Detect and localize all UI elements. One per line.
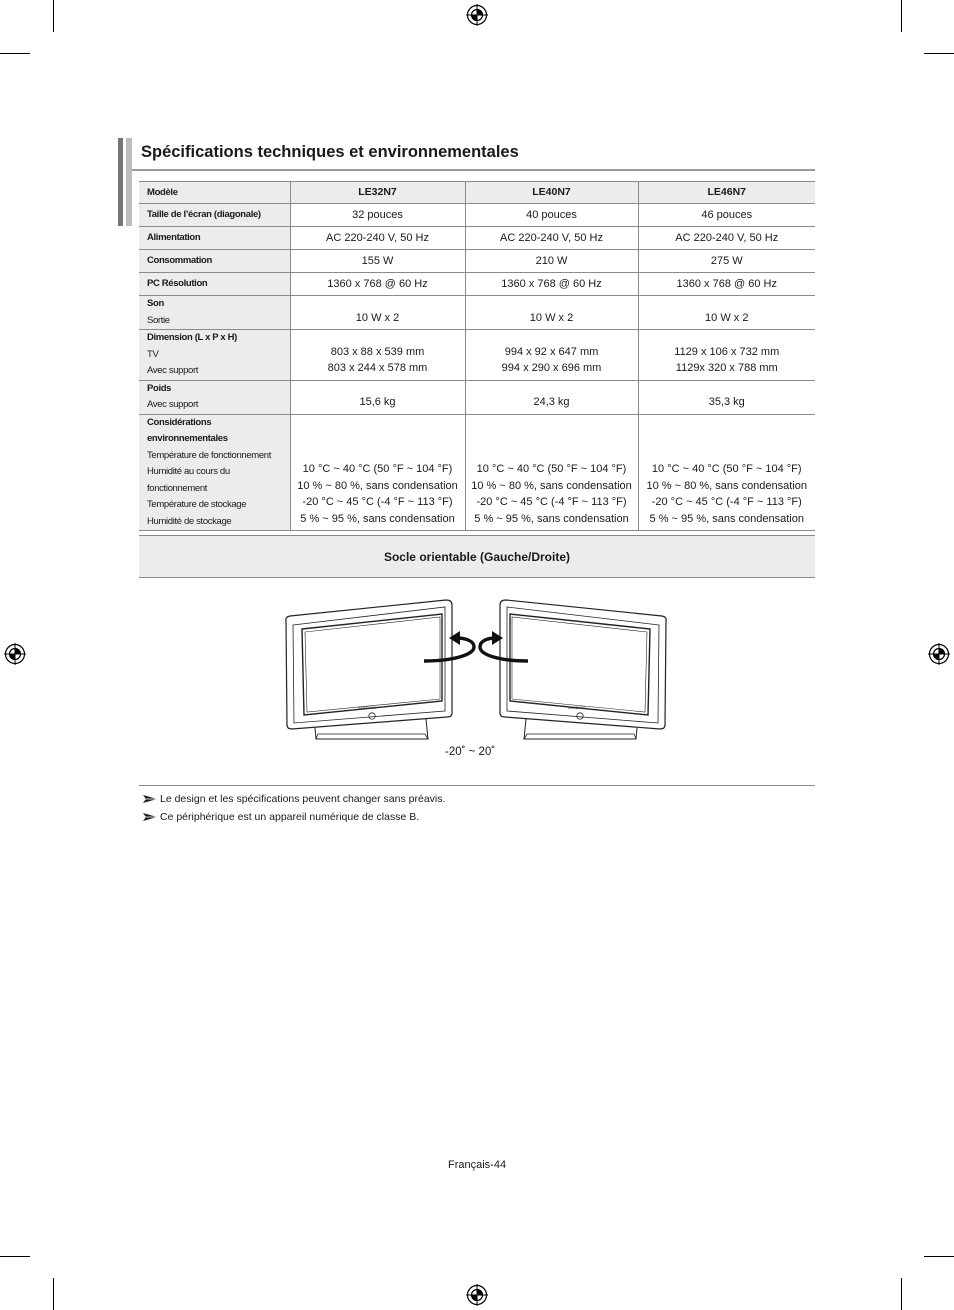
spec-row-label [139,330,290,381]
note-arrow-icon [143,812,158,822]
spec-value-line: 10 % ~ 80 %, sans condensation [471,479,632,492]
spec-row [139,296,815,330]
spec-row [139,250,815,273]
spec-row [139,414,815,531]
notes-divider [139,785,815,786]
spec-value-cell [465,250,638,273]
note-text: Ce périphérique est un appareil numérique de classe B. [160,811,420,823]
spec-label-heading: PC Résolution [147,278,208,289]
spec-value-line: 994 x 92 x 647 mm [504,345,599,358]
crop-mark [924,1256,954,1257]
spec-value-cell [290,250,465,273]
spec-value-cell [290,204,465,227]
spec-header-label-text: Modèle [147,187,178,198]
model-column-header: LE46N7 [638,182,815,204]
spec-row-label [139,380,290,414]
spec-label-subitem: Humidité de stockage [147,515,232,527]
spec-label-subitem: Avec support [147,365,199,376]
spec-value-line: 803 x 88 x 539 mm [330,345,425,358]
spec-value-line: 10 W x 2 [705,311,749,324]
spec-value-cell [638,330,815,381]
spec-value-cell [465,227,638,250]
spec-row [139,380,815,414]
page-number: Français-44 [448,1159,507,1171]
spec-row [139,273,815,296]
spec-label-heading: Son [147,298,164,309]
spec-value-line: 32 pouces [352,208,403,221]
spec-row-label [139,204,290,227]
swivel-illustration [280,595,672,745]
spec-label-subitem: Avec support [147,399,199,410]
spec-value-line: 1129 x 106 x 732 mm [674,345,780,358]
crop-mark [53,0,54,32]
spec-label-heading: Consommation [147,255,212,266]
tv-left-illustration [286,600,452,739]
spec-value-line: 1129x 320 x 788 mm [675,362,778,374]
crop-mark [53,1278,54,1310]
spec-value-line: 10 W x 2 [529,311,574,324]
spec-value-line: 46 pouces [701,208,753,221]
spec-value-line: -20 °C ~ 45 °C (-4 °F ~ 113 °F) [476,496,627,508]
spec-table [139,181,815,531]
spec-value-line: 10 W x 2 [355,311,400,324]
spec-value-line: 1360 x 768 @ 60 Hz [501,277,602,290]
note-item [143,811,419,823]
spec-value-line: AC 220-240 V, 50 Hz [500,231,603,244]
note-text: Le design et les spécifications peuvent changer sans préavis. [160,793,446,805]
crop-mark [901,0,902,32]
spec-value-line: 1360 x 768 @ 60 Hz [327,277,428,290]
spec-value-line: 1360 x 768 @ 60 Hz [676,277,777,290]
spec-value-line: 994 x 290 x 696 mm [501,362,602,374]
note-item [143,793,445,805]
registration-mark-icon [466,1284,488,1306]
spec-value-line: 10 % ~ 80 %, sans condensation [646,479,808,492]
registration-mark-icon [466,4,488,26]
spec-value-cell [465,330,638,381]
spec-label-heading: Dimension (L x P x H) [147,332,237,343]
spec-value-cell [638,296,815,330]
spec-value-cell [638,250,815,273]
tv-left-brand: SAMSUNG [358,706,376,710]
crop-mark [901,1278,902,1310]
spec-row-label [139,296,290,330]
spec-value-cell [638,227,815,250]
swivel-angle-caption: -20˚ ~ 20˚ [445,746,496,758]
spec-value-line: 5 % ~ 95 %, sans condensation [474,512,629,525]
spec-row-label [139,227,290,250]
registration-mark-icon [4,643,26,665]
model-column-header: LE40N7 [465,182,638,204]
spec-row-label [139,273,290,296]
spec-row-label [139,250,290,273]
note-arrow-icon [143,794,158,804]
spec-value-line: 40 pouces [526,208,577,221]
title-accent-bar [118,138,123,226]
title-accent-bar [126,138,132,226]
spec-value-cell [290,296,465,330]
title-divider [132,169,815,171]
spec-label-heading: Poids [147,382,172,394]
swivel-heading: Socle orientable (Gauche/Droite) [139,535,815,578]
spec-value-line: 803 x 244 x 578 mm [327,362,428,374]
spec-value-cell [290,380,465,414]
tv-right-brand: SAMSUNG [568,706,586,710]
crop-mark [0,53,30,54]
spec-value-line: 5 % ~ 95 %, sans condensation [649,512,804,525]
spec-value-cell [638,380,815,414]
spec-value-cell [465,204,638,227]
spec-value-line: AC 220-240 V, 50 Hz [675,231,779,244]
spec-label-heading: Considérations environnementales [147,416,228,444]
spec-header-label [139,182,290,204]
spec-value-line: 15,6 kg [359,396,396,408]
spec-value-cell [638,204,815,227]
registration-mark-icon [928,643,950,665]
spec-value-line: -20 °C ~ 45 °C (-4 °F ~ 113 °F) [302,496,453,508]
spec-value-line: 275 W [710,254,743,267]
page-title: Spécifications techniques et environnementales [141,143,519,161]
spec-label-subitem: Température de fonctionnement [147,449,271,461]
spec-label-heading: Taille de l’écran (diagonale) [147,209,261,220]
spec-label-subitem: Température de stockage [147,499,247,510]
spec-value-line: AC 220-240 V, 50 Hz [326,231,429,244]
spec-value-line: 35,3 kg [708,396,745,408]
spec-value-cell [638,273,815,296]
spec-header-row [139,182,815,204]
tv-right-illustration [500,600,666,739]
spec-value-cell [290,273,465,296]
spec-value-cell [465,296,638,330]
spec-row-label [139,414,290,531]
spec-table-body [139,182,815,531]
spec-row [139,204,815,227]
spec-value-cell [638,414,815,531]
spec-value-line: 24,3 kg [533,396,570,408]
spec-label-heading: Alimentation [147,232,201,243]
spec-value-line: 210 W [535,254,568,267]
spec-value-line: 10 °C ~ 40 °C (50 °F ~ 104 °F) [302,463,453,475]
spec-label-subitem: Sortie [147,314,170,326]
spec-value-cell [465,380,638,414]
spec-value-cell [290,227,465,250]
crop-mark [924,53,954,54]
model-column-header: LE32N7 [290,182,465,204]
spec-value-line: 10 °C ~ 40 °C (50 °F ~ 104 °F) [476,463,627,475]
spec-value-cell [290,414,465,531]
spec-label-subitem: Humidité au cours du fonctionnement [147,466,230,494]
spec-value-cell [290,330,465,381]
spec-value-line: 10 % ~ 80 %, sans condensation [297,479,458,492]
spec-row [139,330,815,381]
spec-value-line: 5 % ~ 95 %, sans condensation [300,512,455,525]
spec-row [139,227,815,250]
crop-mark [0,1256,30,1257]
spec-value-cell [465,414,638,531]
spec-value-line: -20 °C ~ 45 °C (-4 °F ~ 113 °F) [651,496,802,508]
spec-label-subitem: TV [147,348,159,360]
spec-value-line: 10 °C ~ 40 °C (50 °F ~ 104 °F) [651,463,802,475]
spec-value-cell [465,273,638,296]
spec-value-line: 155 W [361,254,394,267]
